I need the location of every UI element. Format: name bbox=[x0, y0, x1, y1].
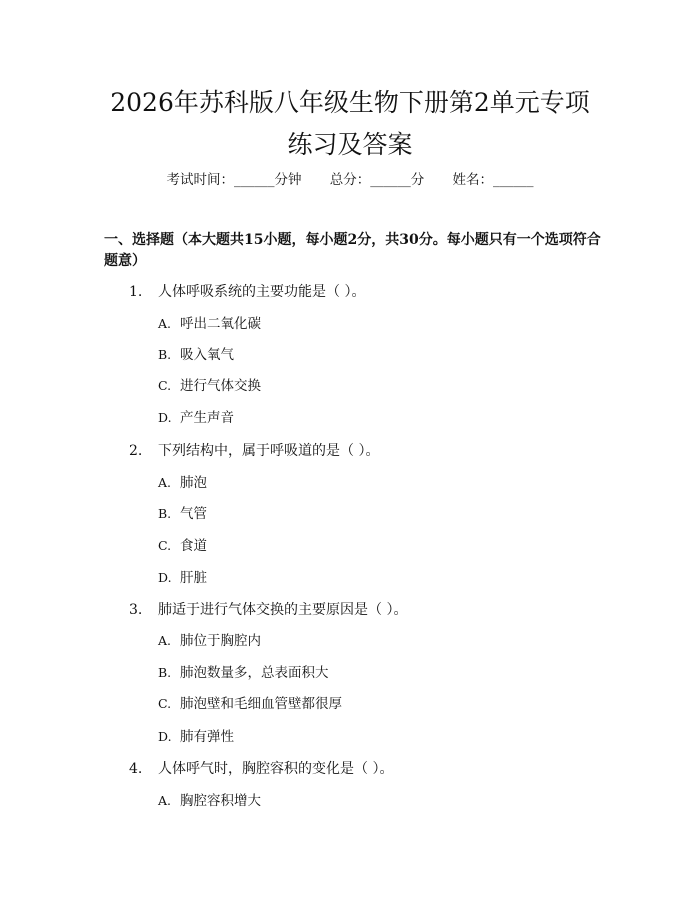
question-text: 人体呼气时，胸腔容积的变化是（ ）。 bbox=[158, 761, 394, 777]
question-1 bbox=[129, 282, 365, 302]
option-2a bbox=[158, 473, 207, 493]
option-2c bbox=[158, 536, 207, 556]
option-text: 肺泡壁和毛细血管壁都很厚 bbox=[180, 696, 342, 712]
option-1b bbox=[158, 345, 234, 365]
option-letter: B. bbox=[158, 665, 172, 680]
question-2 bbox=[129, 441, 379, 461]
question-number: 1. bbox=[129, 284, 143, 300]
option-letter: C. bbox=[158, 538, 172, 553]
question-number: 4. bbox=[129, 761, 143, 777]
option-text: 食道 bbox=[180, 538, 207, 554]
section-heading: 一、选择题（本大题共15小题，每小题2分，共30分。每小题只有一个选项符合题意） bbox=[104, 232, 601, 269]
option-text: 肺位于胸腔内 bbox=[180, 633, 261, 649]
title-line-2: 练习及答案 bbox=[287, 130, 413, 159]
option-text: 胸腔容积增大 bbox=[180, 793, 261, 809]
option-text: 吸入氧气 bbox=[180, 347, 234, 363]
option-text: 肺泡 bbox=[180, 475, 207, 491]
student-name: 姓名：______ bbox=[452, 172, 534, 188]
option-letter: B. bbox=[158, 506, 172, 521]
question-number: 2. bbox=[129, 443, 143, 459]
option-1c bbox=[158, 376, 261, 396]
option-text: 产生声音 bbox=[180, 410, 234, 426]
option-letter: A. bbox=[158, 793, 172, 808]
exam-time: 考试时间：______分钟 bbox=[166, 172, 302, 188]
question-4 bbox=[129, 759, 393, 779]
option-3b bbox=[158, 663, 329, 683]
option-letter: C. bbox=[158, 378, 172, 393]
option-text: 进行气体交换 bbox=[180, 378, 261, 394]
exam-info bbox=[0, 168, 700, 188]
document-title bbox=[0, 82, 700, 166]
question-number: 3. bbox=[129, 602, 143, 618]
option-letter: A. bbox=[158, 633, 172, 648]
option-3d bbox=[158, 727, 234, 747]
option-3a bbox=[158, 631, 261, 651]
option-3c bbox=[158, 694, 342, 714]
option-text: 气管 bbox=[180, 506, 207, 522]
option-2b bbox=[158, 504, 207, 524]
option-text: 肝脏 bbox=[180, 570, 207, 586]
option-letter: D. bbox=[158, 570, 172, 585]
option-letter: B. bbox=[158, 347, 172, 362]
option-letter: A. bbox=[158, 316, 172, 331]
title-line-1: 2026年苏科版八年级生物下册第2单元专项 bbox=[110, 88, 590, 117]
question-text: 人体呼吸系统的主要功能是（ ）。 bbox=[158, 284, 366, 300]
option-text: 肺有弹性 bbox=[180, 729, 234, 745]
total-score: 总分：______分 bbox=[329, 172, 425, 188]
option-letter: D. bbox=[158, 729, 172, 744]
option-2d bbox=[158, 568, 207, 588]
option-text: 肺泡数量多，总表面积大 bbox=[180, 665, 329, 681]
question-text: 肺适于进行气体交换的主要原因是（ ）。 bbox=[158, 602, 408, 618]
option-1d bbox=[158, 408, 234, 428]
option-1a bbox=[158, 314, 261, 334]
option-4a bbox=[158, 791, 261, 811]
option-letter: C. bbox=[158, 696, 172, 711]
option-letter: D. bbox=[158, 410, 172, 425]
option-text: 呼出二氧化碳 bbox=[180, 316, 261, 332]
question-text: 下列结构中，属于呼吸道的是（ ）。 bbox=[158, 443, 380, 459]
question-3 bbox=[129, 600, 407, 620]
option-letter: A. bbox=[158, 475, 172, 490]
